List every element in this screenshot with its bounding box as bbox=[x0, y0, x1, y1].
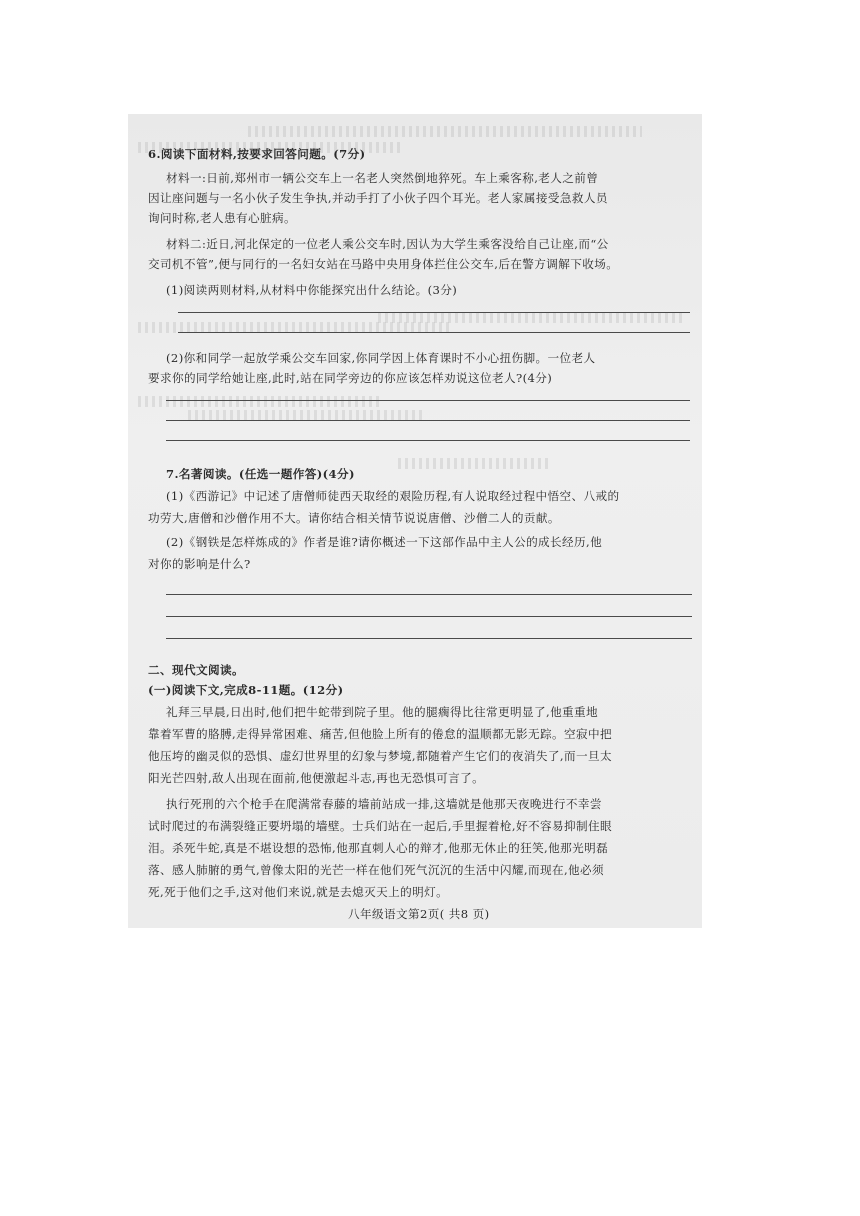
passage-p2-line3: 泪。杀死牛蛇,真是不堪设想的恐怖,他那直刺人心的辩才,他那无休止的狂笑,他那光明磊 bbox=[148, 841, 609, 855]
q6-material2-line1: 材料二:近日,河北保定的一位老人乘公交车时,因认为大学生乘客没给自己让座,而“公 bbox=[166, 237, 609, 251]
q7-title: 7.名著阅读。(任选一题作答)(4分) bbox=[166, 467, 355, 481]
passage-p2-line5: 死,死于他们之手,这对他们来说,就是去熄灭天上的明灯。 bbox=[148, 885, 449, 899]
passage-p2-line4: 落、感人肺腑的勇气,曾像太阳的光芒一样在他们死气沉沉的生活中闪耀,而现在,他必须 bbox=[148, 863, 605, 877]
section2-part1-title: (一)阅读下文,完成8-11题。(12分) bbox=[148, 683, 344, 697]
q6-sub2-answer-line[interactable] bbox=[166, 440, 690, 441]
q6-sub2-answer-line[interactable] bbox=[166, 420, 690, 421]
q7-sub1-line2: 功劳大,唐僧和沙僧作用不大。请你结合相关情节说说唐僧、沙僧二人的贡献。 bbox=[148, 511, 560, 525]
passage-p2-line1: 执行死刑的六个枪手在爬满常春藤的墙前站成一排,这墙就是他那天夜晚进行不幸尝 bbox=[166, 797, 602, 811]
q6-sub2-answer-line[interactable] bbox=[166, 400, 690, 401]
q6-material1-line3: 询问时称,老人患有心脏病。 bbox=[148, 211, 297, 225]
bleed-through bbox=[398, 458, 552, 469]
q6-sub1-prompt: (1)阅读两则材料,从材料中你能探究出什么结论。(3分) bbox=[166, 283, 458, 297]
passage-p1-line3: 他压垮的幽灵似的恐惧、虚幻世界里的幻象与梦境,都随着产生它们的夜消失了,而一旦太 bbox=[148, 749, 612, 763]
q6-sub1-answer-line[interactable] bbox=[178, 312, 690, 313]
passage-p1-line2: 靠着军曹的胳膊,走得异常困难、痛苦,但他脸上所有的倦怠的温顺都无影无踪。空寂中把 bbox=[148, 727, 612, 741]
q6-sub1-answer-line[interactable] bbox=[178, 332, 690, 333]
bleed-through bbox=[248, 126, 642, 137]
q7-answer-line[interactable] bbox=[166, 616, 692, 617]
q6-sub2-prompt-line2: 要求你的同学给她让座,此时,站在同学旁边的你应该怎样劝说这位老人?(4分) bbox=[148, 371, 553, 385]
passage-p1-line4: 阳光芒四射,敌人出现在面前,他便激起斗志,再也无恐惧可言了。 bbox=[148, 771, 485, 785]
q7-answer-line[interactable] bbox=[166, 594, 692, 595]
q7-sub1-line1: (1)《西游记》中记述了唐僧师徒西天取经的艰险历程,有人说取经过程中悟空、八戒的 bbox=[166, 489, 620, 503]
q6-material1-line1: 材料一:日前,郑州市一辆公交车上一名老人突然倒地猝死。车上乘客称,老人之前曾 bbox=[166, 171, 599, 185]
page-footer: 八年级语文第2页( 共8 页) bbox=[348, 907, 490, 921]
q7-answer-line[interactable] bbox=[166, 638, 692, 639]
passage-p2-line2: 试时爬过的布满裂缝正要坍塌的墙壁。士兵们站在一起后,手里握着枪,好不容易抑制住眼 bbox=[148, 819, 612, 833]
bleed-through bbox=[138, 396, 382, 407]
section2-title: 二、现代文阅读。 bbox=[148, 663, 244, 677]
q6-title: 6.阅读下面材料,按要求回答问题。(7分) bbox=[148, 147, 366, 161]
q6-sub2-prompt-line1: (2)你和同学一起放学乘公交车回家,你同学因上体育课时不小心扭伤脚。一位老人 bbox=[166, 351, 596, 365]
passage-p1-line1: 礼拜三早晨,日出时,他们把牛蛇带到院子里。他的腿瘸得比往常更明显了,他重重地 bbox=[166, 705, 599, 719]
q7-sub2-line1: (2)《钢铁是怎样炼成的》作者是谁?请你概述一下这部作品中主人公的成长经历,他 bbox=[166, 535, 603, 549]
q6-material2-line2: 交司机不管”,便与同行的一名妇女站在马路中央用身体拦住公交车,后在警方调解下收场。 bbox=[148, 257, 619, 271]
q7-sub2-line2: 对你的影响是什么? bbox=[148, 557, 251, 571]
scanned-exam-page bbox=[128, 114, 702, 928]
q6-material1-line2: 因让座问题与一名小伙子发生争执,并动手打了小伙子四个耳光。老人家属接受急救人员 bbox=[148, 191, 608, 205]
